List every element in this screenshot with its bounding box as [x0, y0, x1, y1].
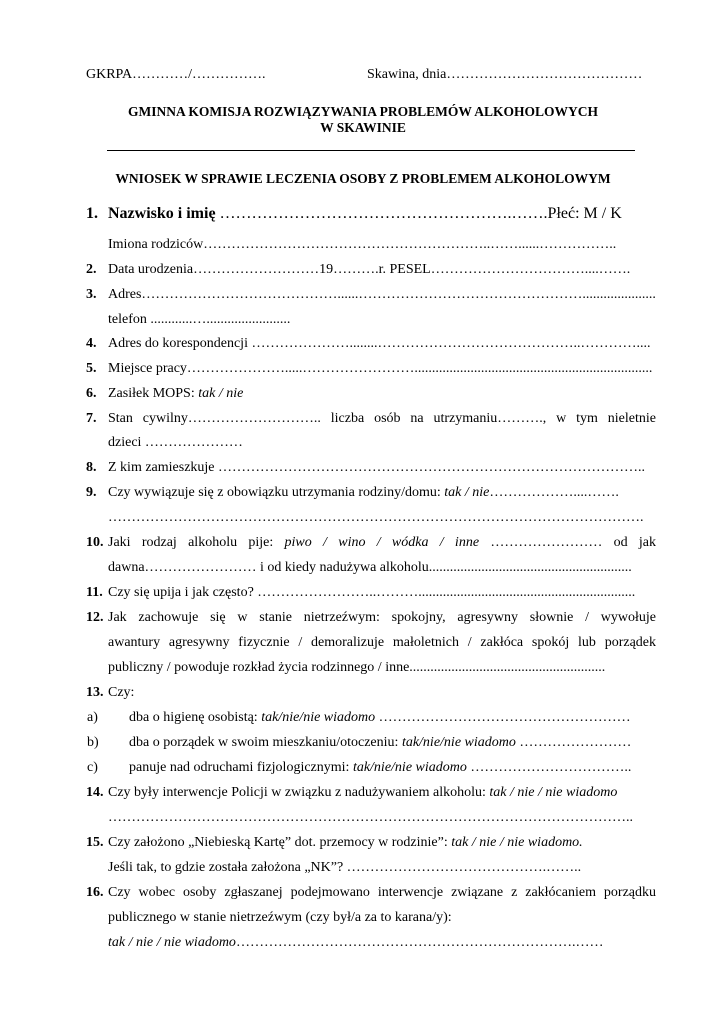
item-9-options: tak / nie — [444, 485, 490, 500]
item-5-number: 5. — [86, 361, 97, 376]
item-9-line1 — [108, 484, 619, 502]
item-10-line1 — [108, 534, 656, 552]
item-1-label: Nazwisko i imię — [108, 205, 216, 222]
item-8-cohabitants: Z kim zamieszkuje ……………………………………………………………………………….. — [108, 460, 646, 475]
item-6-label: Zasiłek MOPS: — [108, 386, 199, 401]
item-15-number: 15. — [86, 835, 104, 850]
item-8-number: 8. — [86, 460, 97, 475]
item-3-address: Adres……………………………………......…………………………………………..................... — [108, 287, 656, 302]
item-6-options: tak / nie — [198, 386, 244, 401]
item-16-line1: Czy wobec osoby zgłaszanej podejmowano interwencje związane z zakłócaniem porządku — [108, 885, 656, 900]
item-13-label: Czy: — [108, 685, 135, 700]
item-13a-options: tak/nie/nie wiadomo — [261, 710, 376, 725]
item-13a-dots: ……………………………………………… — [375, 710, 631, 725]
item-2-number: 2. — [86, 262, 97, 277]
item-14-label: Czy były interwencje Policji w związku z nadużywaniem alkoholu: — [108, 785, 490, 800]
item-13b-options: tak/nie/nie wiadomo — [401, 735, 516, 750]
item-4-number: 4. — [86, 336, 97, 351]
item-15-line2: Jeśli tak, to gdzie została założona „NK”? …………………………………….…….. — [108, 860, 582, 875]
item-13b-label: dba o porządek w swoim mieszkaniu/otoczeniu: — [129, 735, 402, 750]
item-16-line2: publicznego w stanie nietrzeźwym (czy był/a za to karana/y): — [108, 910, 452, 925]
item-7-line1: Stan cywilny……………………….. liczba osób na utrzymaniu………., w tym nieletnie — [108, 411, 656, 426]
item-13c-dots: …………………………….. — [466, 760, 632, 775]
item-12-number: 12. — [86, 610, 104, 625]
item-13a-label: dba o higienę osobistą: — [129, 710, 262, 725]
item-13c-options: tak/nie/nie wiadomo — [352, 760, 467, 775]
item-12-line2: awantury agresywny fizycznie / demoralizuje małoletnich / zakłóca spokój lub porządek — [108, 635, 656, 650]
header-divider — [107, 150, 635, 151]
organization-name-line1: GMINNA KOMISJA ROZWIĄZYWANIA PROBLEMÓW ALKOHOLOWYCH — [127, 104, 599, 119]
item-14-number: 14. — [86, 785, 104, 800]
item-10-dots: …………………… od jak — [490, 535, 656, 550]
item-15-line1 — [108, 834, 583, 852]
item-16-dots: ……………………………………………………………….…… — [235, 935, 604, 950]
item-1-name — [108, 204, 622, 224]
item-13b-dots: …………………… — [515, 735, 632, 750]
item-14-options: tak / nie / nie wiadomo — [489, 785, 618, 800]
item-15-options: tak / nie / nie wiadomo. — [451, 835, 583, 850]
item-9-line2: ……………………………………………………………………………………………………. — [108, 510, 644, 525]
organization-name-line2: W SKAWINIE — [320, 120, 406, 135]
item-5-workplace: Miejsce pracy………………….....…………………….................................................................... — [108, 361, 653, 376]
item-4-correspondence: Adres do korespondencji …………………........……………………………………..………….... — [108, 336, 651, 351]
item-16-options: tak / nie / nie wiadomo — [108, 935, 236, 950]
item-13b-order — [129, 734, 631, 752]
item-15-label: Czy założono „Niebieską Kartę” dot. przemocy w rodzinie”: — [108, 835, 452, 850]
item-6-mops — [108, 385, 243, 403]
item-1-number: 1. — [86, 205, 98, 222]
item-3-number: 3. — [86, 287, 97, 302]
item-13-number: 13. — [86, 685, 104, 700]
item-16-number: 16. — [86, 885, 104, 900]
item-9-label: Czy wywiązuje się z obowiązku utrzymania rodziny/domu: — [108, 485, 445, 500]
item-13c-letter: c) — [87, 760, 98, 775]
item-12-line1: Jak zachowuje się w stanie nietrzeźwym: spokojny, agresywny słownie / wywołuje — [108, 610, 656, 625]
item-13a-letter: a) — [87, 710, 98, 725]
item-12-line3: publiczny / powoduje rozkład życia rodzinnego / inne........................................................ — [108, 660, 606, 675]
item-13b-letter: b) — [87, 735, 99, 750]
item-10-label: Jaki rodzaj alkoholu pije: — [108, 535, 285, 550]
item-13a-hygiene — [129, 709, 631, 727]
item-10-line2: dawna…………………… i od kiedy nadużywa alkoholu.......................................................... — [108, 560, 632, 575]
item-10-number: 10. — [86, 535, 104, 550]
item-14-line2: ………………………………………………………………………………………………….. — [108, 810, 633, 825]
item-3-phone: telefon ............…........................ — [108, 312, 291, 327]
item-7-number: 7. — [86, 411, 97, 426]
document-title: WNIOSEK W SPRAWIE LECZENIA OSOBY Z PROBLEMEM ALKOHOLOWYM — [115, 171, 611, 186]
item-1-dots: ……………………………………………….……. — [219, 205, 548, 222]
item-11-number: 11. — [86, 585, 103, 600]
item-10-options: piwo / wino / wódka / inne — [284, 535, 480, 550]
item-1-parents: Imiona rodziców……………………………………………………..……......…………….. — [108, 237, 617, 252]
item-9-dots: ………………....……. — [489, 485, 619, 500]
place-and-date: Skawina, dnia…………………………………… — [367, 67, 643, 82]
item-2-birth-pesel: Data urodzenia………………………19……….r. PESEL……………………………....……. — [108, 262, 631, 277]
case-reference: GKRPA…………/……………. — [86, 67, 266, 82]
item-6-number: 6. — [86, 386, 97, 401]
item-16-line3 — [108, 934, 603, 952]
item-13c-label: panuje nad odruchami fizjologicznymi: — [129, 760, 353, 775]
item-13c-reflexes — [129, 759, 631, 777]
item-11-frequency: Czy się upija i jak często? ……………………..……….............................................................. — [108, 585, 636, 600]
item-1-sex: Płeć: M / K — [547, 205, 622, 222]
item-14-line1 — [108, 784, 617, 802]
item-7-line2: dzieci ………………… — [108, 435, 243, 450]
item-9-number: 9. — [86, 485, 97, 500]
